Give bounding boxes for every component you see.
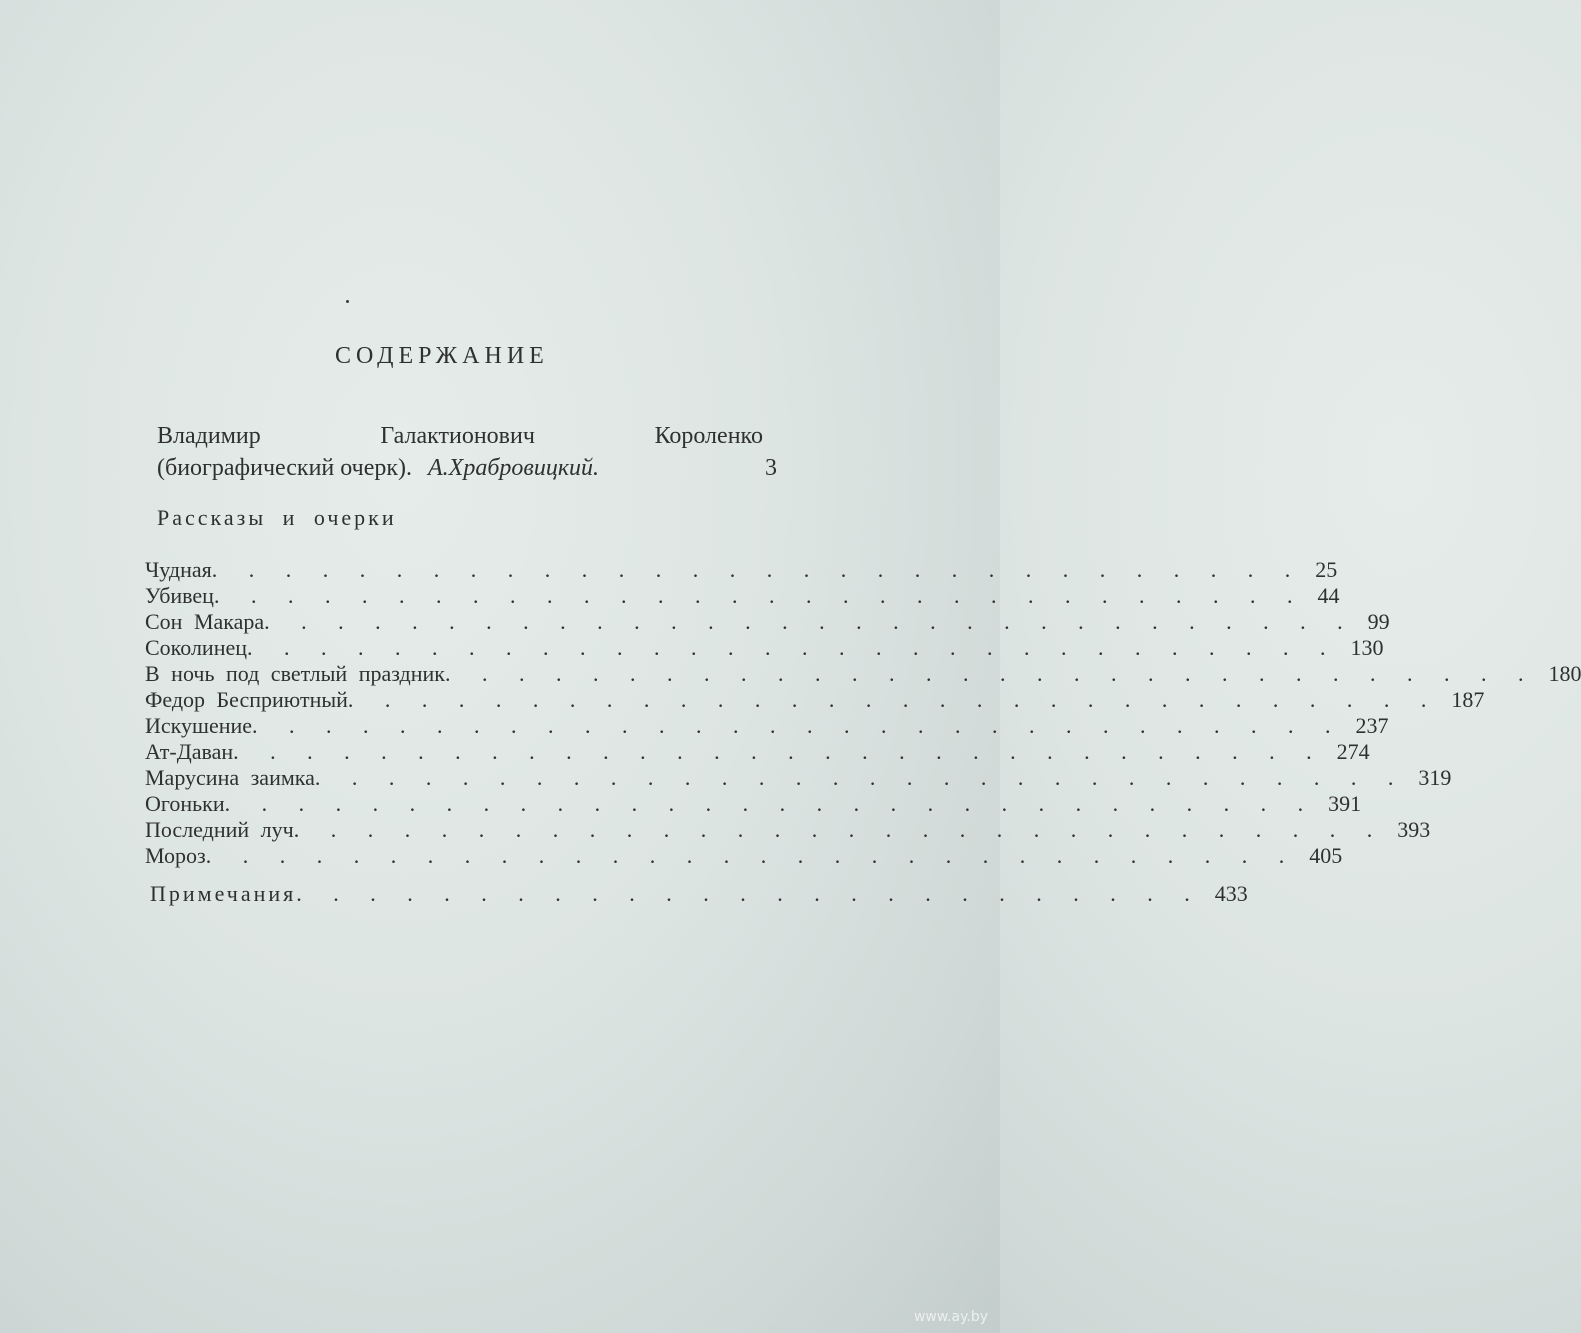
leader-dots: . . . . . . . . . . . . . . . . . . . . . . . . . . . . . . [224,791,1317,816]
toc-title: Соколинец [145,635,248,660]
leader-dots: . . . . . . . . . . . . . . . . . . . . . . . . . . . . . . [247,635,1339,660]
leader-dots: . . . . . . . . . . . . . . . . . . . . . . . . . . . . . . [233,739,1325,764]
biography-title-line [157,420,763,452]
toc-row [145,661,1581,687]
toc-title: Огоньки [145,791,225,816]
toc-row [145,687,1485,713]
leader-dots: . . . . . . . . . . . . . . . . . . . . . . . . . . . . . . [444,661,1537,686]
section-title: Рассказы и очерки [157,505,397,530]
toc-title: Чудная [145,557,212,582]
bio-word: Владимир [157,423,261,449]
leader-dots: . . . . . . . . . . . . . . . . . . . . . . . . . . . . . . [347,687,1440,712]
toc-page-number: 274 [1336,739,1370,764]
toc-page-number: 391 [1328,791,1362,816]
toc-title: Федор Бесприютный [145,687,348,712]
toc-row [145,843,1343,869]
toc-title: Искушение [145,713,253,738]
leader-dots: . . . . . . . . . . . . . . . . . . . . . . . . . . . . . . [252,713,1344,738]
toc-row [145,739,1370,765]
toc-title: Убивец [145,583,214,608]
bio-word: Короленко [654,423,763,449]
toc-row [145,765,1452,791]
toc-row [145,817,1431,843]
bio-subtitle: (биографический очерк). [157,455,413,481]
biography-entry [157,420,777,484]
toc-page-number: 393 [1397,817,1431,842]
leader-dots: . . . . . . . . . . . . . . . . . . . . . . . . . . . . . . [293,817,1386,842]
toc-page-number: 180 [1548,661,1581,686]
leader-dots: . . . . . . . . . . . . . . . . . . . . . . . . . . . . . . [264,609,1356,634]
toc-row [145,583,1340,609]
toc-title: Последний луч [145,817,294,842]
toc-page-number: 237 [1355,713,1389,738]
leader-dots: . . . . . . . . . . . . . . . . . . . . . . . . . . . . . . [213,583,1306,608]
notes-title: Примечания [150,881,297,906]
toc-page-number: 405 [1309,843,1343,868]
toc-page-number: 99 [1367,609,1390,634]
toc-row [145,609,1390,635]
biography-subtitle-line [157,452,777,484]
watermark: www.ay.by [913,1309,988,1325]
toc-row [145,713,1389,739]
leader-dots: . . . . . . . . . . . . . . . . . . . . . . . . . . . . . . [205,843,1298,868]
bio-word: Галактионович [380,423,535,449]
toc-title: Мороз [145,843,206,868]
toc-page-number: 25 [1315,557,1338,582]
toc-row [145,791,1362,817]
toc-page-number: 187 [1451,687,1485,712]
notes-entry [150,881,1248,907]
bio-page-number: 3 [765,455,777,481]
toc-row [145,635,1384,661]
notes-page-number: 433 [1214,881,1248,906]
leader-dots: . . . . . . . . . . . . . . . . . . . . . . . . . . . . . . [211,557,1304,582]
contents-heading: СОДЕРЖАНИЕ [335,343,549,369]
toc-title: Марусина заимка [145,765,315,790]
toc-title: Ат-Даван [145,739,234,764]
toc-page-number: 44 [1317,583,1340,608]
toc-row [145,557,1338,583]
toc-page-number: 130 [1350,635,1384,660]
leader-dots: . . . . . . . . . . . . . . . . . . . . . . . . . [296,881,1203,906]
table-of-contents [145,557,1581,869]
ink-speck [346,300,349,303]
toc-title: Сон Макара [145,609,265,634]
toc-page-number: 319 [1418,765,1452,790]
bio-author: А.Храбровицкий. [428,455,600,481]
toc-title: В ночь под светлый праздник [145,661,445,686]
leader-dots: . . . . . . . . . . . . . . . . . . . . . . . . . . . . . . [314,765,1407,790]
